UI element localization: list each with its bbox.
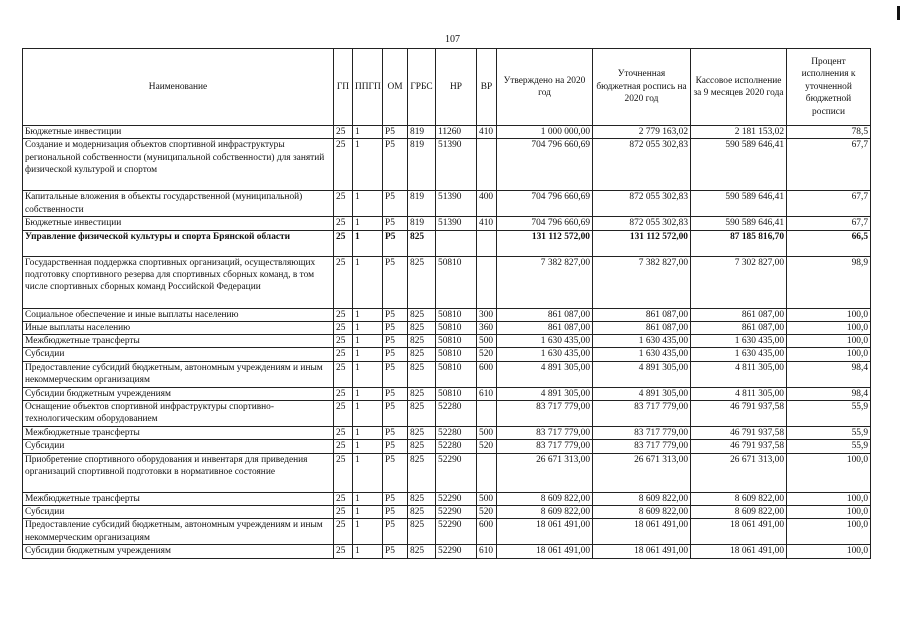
cell-cash: 8 609 822,00: [691, 492, 787, 505]
cell-om: P5: [383, 361, 408, 387]
cell-name: Субсидии бюджетным учреждениям: [23, 545, 334, 558]
cell-nr: 51390: [436, 191, 477, 217]
cell-approved: 4 891 305,00: [497, 361, 593, 387]
cell-approved: 7 382 827,00: [497, 256, 593, 308]
cell-cash: 1 630 435,00: [691, 348, 787, 361]
cell-cash: 18 061 491,00: [691, 545, 787, 558]
cell-gp: 25: [334, 321, 353, 334]
cell-cash: 861 087,00: [691, 321, 787, 334]
cell-percent: 98,4: [787, 387, 871, 400]
header-nr: НР: [436, 49, 477, 126]
cell-om: P5: [383, 519, 408, 545]
table-row: [23, 361, 871, 387]
header-vr: ВР: [477, 49, 497, 126]
table-row: [23, 519, 871, 545]
cell-ppgp: 1: [353, 453, 383, 492]
cell-percent: 55,9: [787, 401, 871, 427]
table-row: [23, 126, 871, 139]
cell-nr: 50810: [436, 361, 477, 387]
cell-approved: 18 061 491,00: [497, 545, 593, 558]
cell-nr: 52290: [436, 519, 477, 545]
cell-refined: 8 609 822,00: [593, 492, 691, 505]
cell-name: Бюджетные инвестиции: [23, 126, 334, 139]
cell-vr: [477, 139, 497, 191]
cell-cash: 46 791 937,58: [691, 440, 787, 453]
cell-ppgp: 1: [353, 230, 383, 256]
cell-grbs: 825: [408, 401, 436, 427]
cell-nr: 52280: [436, 401, 477, 427]
cell-refined: 26 671 313,00: [593, 453, 691, 492]
cell-vr: [477, 453, 497, 492]
cell-om: P5: [383, 440, 408, 453]
cell-refined: 2 779 163,02: [593, 126, 691, 139]
cell-nr: 52290: [436, 505, 477, 518]
cell-approved: 83 717 779,00: [497, 427, 593, 440]
cell-gp: 25: [334, 191, 353, 217]
cell-om: P5: [383, 191, 408, 217]
cell-approved: 83 717 779,00: [497, 401, 593, 427]
cell-gp: 25: [334, 505, 353, 518]
cell-om: P5: [383, 348, 408, 361]
cell-nr: 50810: [436, 335, 477, 348]
cell-gp: 25: [334, 308, 353, 321]
cell-name: Субсидии: [23, 440, 334, 453]
cell-refined: 4 891 305,00: [593, 361, 691, 387]
cell-refined: 18 061 491,00: [593, 519, 691, 545]
cell-om: P5: [383, 335, 408, 348]
cell-approved: 4 891 305,00: [497, 387, 593, 400]
cell-gp: 25: [334, 230, 353, 256]
cell-vr: 600: [477, 361, 497, 387]
cell-approved: 1 630 435,00: [497, 348, 593, 361]
cell-vr: [477, 256, 497, 308]
cell-name: Государственная поддержка спортивных организаций, осуществляющих подготовку спортивного резерва для спортивных сборных команд, в том числе спортивных сборных команд Российской Федерации: [23, 256, 334, 308]
cell-grbs: 825: [408, 387, 436, 400]
cell-approved: 861 087,00: [497, 321, 593, 334]
cell-approved: 18 061 491,00: [497, 519, 593, 545]
cell-cash: 7 302 827,00: [691, 256, 787, 308]
table-row: [23, 256, 871, 308]
cell-cash: 46 791 937,58: [691, 401, 787, 427]
cell-cash: 590 589 646,41: [691, 139, 787, 191]
cell-ppgp: 1: [353, 427, 383, 440]
cell-nr: 52280: [436, 440, 477, 453]
cell-gp: 25: [334, 519, 353, 545]
cell-gp: 25: [334, 387, 353, 400]
cell-gp: 25: [334, 256, 353, 308]
cell-approved: 704 796 660,69: [497, 191, 593, 217]
cell-refined: 83 717 779,00: [593, 401, 691, 427]
cell-percent: 67,7: [787, 139, 871, 191]
cell-refined: 131 112 572,00: [593, 230, 691, 256]
cell-name: Межбюджетные трансферты: [23, 492, 334, 505]
table-body: [23, 126, 871, 559]
cell-ppgp: 1: [353, 492, 383, 505]
cell-vr: 500: [477, 335, 497, 348]
cell-cash: 46 791 937,58: [691, 427, 787, 440]
cell-approved: 704 796 660,69: [497, 139, 593, 191]
cell-name: Социальное обеспечение и иные выплаты населению: [23, 308, 334, 321]
cell-percent: 55,9: [787, 427, 871, 440]
table-row: [23, 321, 871, 334]
cell-percent: 100,0: [787, 545, 871, 558]
cell-ppgp: 1: [353, 401, 383, 427]
cell-nr: 52280: [436, 427, 477, 440]
cell-cash: 87 185 816,70: [691, 230, 787, 256]
cell-percent: 100,0: [787, 519, 871, 545]
cell-grbs: 825: [408, 361, 436, 387]
cell-ppgp: 1: [353, 191, 383, 217]
budget-table: [22, 48, 871, 559]
cell-gp: 25: [334, 453, 353, 492]
cell-name: Капитальные вложения в объекты государственной (муниципальной) собственности: [23, 191, 334, 217]
cell-percent: 66,5: [787, 230, 871, 256]
header-refined: Уточненная бюджетная роспись на 2020 год: [593, 49, 691, 126]
cell-percent: 100,0: [787, 492, 871, 505]
table-row: [23, 191, 871, 217]
cell-name: Бюджетные инвестиции: [23, 217, 334, 230]
cell-cash: 4 811 305,00: [691, 361, 787, 387]
table-header-row: [23, 49, 871, 126]
cell-vr: 360: [477, 321, 497, 334]
cell-om: P5: [383, 308, 408, 321]
cell-nr: 51390: [436, 217, 477, 230]
cell-name: Приобретение спортивного оборудования и инвентаря для приведения организаций спортивной подготовки в нормативное состояние: [23, 453, 334, 492]
cell-vr: 400: [477, 191, 497, 217]
cell-cash: 861 087,00: [691, 308, 787, 321]
cell-percent: 55,9: [787, 440, 871, 453]
cell-approved: 704 796 660,69: [497, 217, 593, 230]
page-corner-mark: [897, 6, 900, 20]
cell-nr: 51390: [436, 139, 477, 191]
cell-grbs: 825: [408, 440, 436, 453]
cell-vr: [477, 401, 497, 427]
cell-cash: 2 181 153,02: [691, 126, 787, 139]
cell-gp: 25: [334, 335, 353, 348]
table-row: [23, 453, 871, 492]
cell-nr: 50810: [436, 308, 477, 321]
cell-approved: 8 609 822,00: [497, 505, 593, 518]
cell-om: P5: [383, 217, 408, 230]
cell-grbs: 825: [408, 335, 436, 348]
cell-percent: 100,0: [787, 321, 871, 334]
cell-grbs: 825: [408, 230, 436, 256]
cell-refined: 4 891 305,00: [593, 387, 691, 400]
table-row: [23, 308, 871, 321]
header-name: Наименование: [23, 49, 334, 126]
cell-ppgp: 1: [353, 545, 383, 558]
table-row: [23, 387, 871, 400]
cell-name: Межбюджетные трансферты: [23, 427, 334, 440]
cell-cash: 18 061 491,00: [691, 519, 787, 545]
cell-percent: 78,5: [787, 126, 871, 139]
cell-ppgp: 1: [353, 387, 383, 400]
cell-om: P5: [383, 230, 408, 256]
cell-grbs: 825: [408, 545, 436, 558]
cell-ppgp: 1: [353, 361, 383, 387]
cell-grbs: 825: [408, 453, 436, 492]
cell-name: Субсидии бюджетным учреждениям: [23, 387, 334, 400]
cell-cash: 590 589 646,41: [691, 191, 787, 217]
cell-refined: 18 061 491,00: [593, 545, 691, 558]
header-grbs: ГРБС: [408, 49, 436, 126]
cell-vr: 610: [477, 545, 497, 558]
cell-nr: 50810: [436, 387, 477, 400]
cell-percent: 100,0: [787, 335, 871, 348]
cell-refined: 1 630 435,00: [593, 335, 691, 348]
cell-om: P5: [383, 387, 408, 400]
cell-ppgp: 1: [353, 505, 383, 518]
table-row: [23, 427, 871, 440]
cell-grbs: 819: [408, 139, 436, 191]
cell-grbs: 819: [408, 126, 436, 139]
cell-nr: 50810: [436, 348, 477, 361]
table-row: [23, 545, 871, 558]
cell-om: P5: [383, 505, 408, 518]
table-row: [23, 335, 871, 348]
cell-vr: 500: [477, 492, 497, 505]
cell-gp: 25: [334, 545, 353, 558]
cell-refined: 8 609 822,00: [593, 505, 691, 518]
header-om: ОМ: [383, 49, 408, 126]
cell-gp: 25: [334, 427, 353, 440]
cell-vr: 600: [477, 519, 497, 545]
cell-refined: 7 382 827,00: [593, 256, 691, 308]
cell-vr: 610: [477, 387, 497, 400]
cell-name: Субсидии: [23, 348, 334, 361]
cell-approved: 1 000 000,00: [497, 126, 593, 139]
cell-grbs: 825: [408, 505, 436, 518]
cell-ppgp: 1: [353, 440, 383, 453]
cell-ppgp: 1: [353, 335, 383, 348]
cell-percent: 67,7: [787, 217, 871, 230]
cell-vr: 520: [477, 505, 497, 518]
cell-vr: 410: [477, 217, 497, 230]
cell-nr: 52290: [436, 545, 477, 558]
cell-nr: 52290: [436, 492, 477, 505]
header-approved: Утверждено на 2020 год: [497, 49, 593, 126]
header-cash: Кассовое исполнение за 9 месяцев 2020 года: [691, 49, 787, 126]
cell-om: P5: [383, 139, 408, 191]
cell-ppgp: 1: [353, 519, 383, 545]
cell-cash: 8 609 822,00: [691, 505, 787, 518]
cell-cash: 590 589 646,41: [691, 217, 787, 230]
cell-vr: 500: [477, 427, 497, 440]
cell-name: Предоставление субсидий бюджетным, автономным учреждениям и иным некоммерческим организациям: [23, 361, 334, 387]
cell-approved: 8 609 822,00: [497, 492, 593, 505]
cell-nr: 52290: [436, 453, 477, 492]
cell-grbs: 819: [408, 217, 436, 230]
cell-name: Создание и модернизация объектов спортивной инфраструктуры региональной собственности (муниципальной собственности) для занятий физической культурой и спортом: [23, 139, 334, 191]
cell-nr: 50810: [436, 321, 477, 334]
cell-percent: 98,9: [787, 256, 871, 308]
cell-om: P5: [383, 321, 408, 334]
cell-gp: 25: [334, 126, 353, 139]
cell-gp: 25: [334, 401, 353, 427]
cell-grbs: 825: [408, 519, 436, 545]
cell-gp: 25: [334, 348, 353, 361]
cell-grbs: 825: [408, 321, 436, 334]
cell-percent: 98,4: [787, 361, 871, 387]
cell-om: P5: [383, 401, 408, 427]
header-gp: ГП: [334, 49, 353, 126]
cell-nr: 11260: [436, 126, 477, 139]
cell-om: P5: [383, 126, 408, 139]
cell-vr: 520: [477, 440, 497, 453]
cell-refined: 1 630 435,00: [593, 348, 691, 361]
cell-nr: 50810: [436, 256, 477, 308]
cell-cash: 4 811 305,00: [691, 387, 787, 400]
cell-grbs: 825: [408, 256, 436, 308]
cell-vr: [477, 230, 497, 256]
cell-ppgp: 1: [353, 321, 383, 334]
cell-refined: 83 717 779,00: [593, 427, 691, 440]
cell-cash: 1 630 435,00: [691, 335, 787, 348]
cell-approved: 861 087,00: [497, 308, 593, 321]
cell-om: P5: [383, 453, 408, 492]
table-row: [23, 401, 871, 427]
table-row: [23, 505, 871, 518]
cell-percent: 100,0: [787, 453, 871, 492]
cell-percent: 67,7: [787, 191, 871, 217]
cell-ppgp: 1: [353, 217, 383, 230]
cell-gp: 25: [334, 361, 353, 387]
cell-refined: 861 087,00: [593, 308, 691, 321]
cell-ppgp: 1: [353, 139, 383, 191]
cell-name: Иные выплаты населению: [23, 321, 334, 334]
table-row: [23, 348, 871, 361]
cell-om: P5: [383, 256, 408, 308]
table-row: [23, 217, 871, 230]
cell-name: Субсидии: [23, 505, 334, 518]
cell-ppgp: 1: [353, 348, 383, 361]
cell-gp: 25: [334, 492, 353, 505]
table-row: [23, 139, 871, 191]
cell-vr: 410: [477, 126, 497, 139]
header-percent: Процент исполнения к уточненной бюджетной росписи: [787, 49, 871, 126]
cell-percent: 100,0: [787, 348, 871, 361]
table-row: [23, 230, 871, 256]
cell-vr: 520: [477, 348, 497, 361]
cell-refined: 872 055 302,83: [593, 217, 691, 230]
cell-grbs: 825: [408, 308, 436, 321]
cell-approved: 83 717 779,00: [497, 440, 593, 453]
cell-approved: 131 112 572,00: [497, 230, 593, 256]
cell-ppgp: 1: [353, 126, 383, 139]
cell-percent: 100,0: [787, 505, 871, 518]
cell-vr: 300: [477, 308, 497, 321]
cell-name: Предоставление субсидий бюджетным, автономным учреждениям и иным некоммерческим организациям: [23, 519, 334, 545]
cell-om: P5: [383, 492, 408, 505]
header-ppgp: ППГП: [353, 49, 383, 126]
page-number: 107: [445, 34, 460, 45]
cell-grbs: 825: [408, 348, 436, 361]
cell-name: Межбюджетные трансферты: [23, 335, 334, 348]
cell-refined: 872 055 302,83: [593, 191, 691, 217]
cell-gp: 25: [334, 217, 353, 230]
table-row: [23, 440, 871, 453]
cell-approved: 26 671 313,00: [497, 453, 593, 492]
cell-ppgp: 1: [353, 308, 383, 321]
cell-name: Оснащение объектов спортивной инфраструктуры спортивно-технологическим оборудованием: [23, 401, 334, 427]
table-row: [23, 492, 871, 505]
cell-cash: 26 671 313,00: [691, 453, 787, 492]
cell-grbs: 825: [408, 427, 436, 440]
cell-grbs: 825: [408, 492, 436, 505]
cell-gp: 25: [334, 139, 353, 191]
cell-refined: 83 717 779,00: [593, 440, 691, 453]
cell-nr: [436, 230, 477, 256]
cell-refined: 861 087,00: [593, 321, 691, 334]
cell-name: Управление физической культуры и спорта Брянской области: [23, 230, 334, 256]
cell-percent: 100,0: [787, 308, 871, 321]
cell-om: P5: [383, 545, 408, 558]
cell-ppgp: 1: [353, 256, 383, 308]
cell-approved: 1 630 435,00: [497, 335, 593, 348]
cell-om: P5: [383, 427, 408, 440]
cell-grbs: 819: [408, 191, 436, 217]
cell-gp: 25: [334, 440, 353, 453]
cell-refined: 872 055 302,83: [593, 139, 691, 191]
